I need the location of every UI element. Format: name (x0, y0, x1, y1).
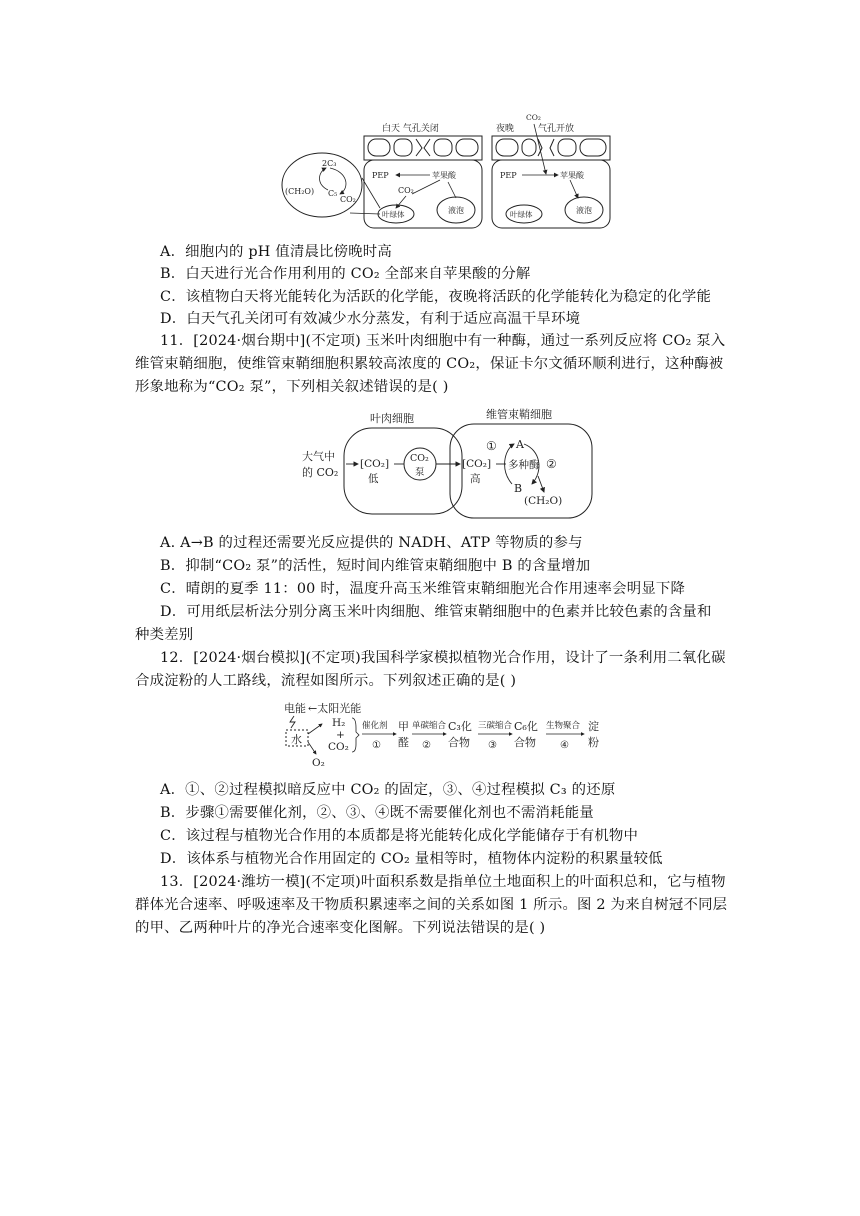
calvin-co2: CO₂ (340, 195, 356, 204)
q11-stem-2: 维管束鞘细胞，使维管束鞘细胞积累较高浓度的 CO₂，保证卡尔文循环顺利进行，这种酶被 (135, 356, 724, 372)
c3-condense-label: 三碳缩合 (478, 721, 513, 731)
night-stoma-label: 气孔开放 (538, 124, 575, 134)
carbohydrate: (CH₂O) (524, 495, 563, 507)
step-2: ② (546, 457, 557, 471)
q12-option-a: A．①、②过程模拟暗反应中 CO₂ 的固定，③、④过程模拟 C₃ 的还原 (160, 782, 616, 798)
step3: ③ (488, 740, 497, 751)
catalyst-label: 催化剂 (362, 721, 388, 731)
q12-stem-2: 合成淀粉的人工路线，流程如图所示。下列叙述正确的是( ) (135, 673, 517, 689)
day-vacuole: 液泡 (448, 206, 464, 215)
night-chloroplast: 叶绿体 (510, 210, 533, 219)
q10-option-c: C．该植物白天将光能转化为活跃的化学能，夜晚将活跃的化学能转化为稳定的化学能 (160, 289, 712, 305)
compound-b: B (514, 482, 523, 495)
q12-option-d: D．该体系与植物光合作用固定的 CO₂ 量相等时，植物体内淀粉的积累量较低 (160, 851, 663, 867)
oxygen: O₂ (312, 757, 325, 769)
bundle-high: 高 (470, 473, 481, 485)
night-co2-top: CO₂ (526, 113, 541, 122)
c6-compound-2: 合物 (514, 736, 536, 749)
q13-stem-2: 群体光合速率、呼吸速率及干物质积累速率之间的关系如图 1 所示。图 2 为来自树冠不同层 (135, 897, 728, 913)
q11-option-d-cont: 种类差别 (135, 627, 194, 643)
q13-stem-3: 的甲、乙两种叶片的净光合速率变化图解。下列说法错误的是( ) (135, 920, 546, 936)
step1: ① (372, 740, 381, 751)
starch-route-figure (282, 698, 612, 770)
step-1: ① (486, 439, 497, 453)
bundle-co2-level: [CO₂] (462, 458, 492, 470)
day-pep: PEP (372, 171, 389, 180)
q12-stem-1: 12．[2024·烟台模拟](不定项)我国科学家模拟植物光合作用，设计了一条利用二氧化碳 (160, 650, 726, 666)
step2: ② (422, 740, 431, 751)
night-malic: 苹果酸 (560, 171, 584, 180)
day-malic: 苹果酸 (432, 171, 456, 180)
q12-option-b: B．步骤①需要催化剂，②、③、④既不需要催化剂也不需消耗能量 (160, 805, 594, 821)
formaldehyde-2: 醛 (398, 736, 409, 749)
night-label: 夜晚 (496, 124, 515, 134)
q11-option-d: D．可用纸层析法分别分离玉米叶肉细胞、维管束鞘细胞中的色素并比较色素的含量和 (160, 604, 712, 620)
q10-option-d: D．白天气孔关闭可有效减少水分蒸发，有利于适应高温干旱环境 (160, 311, 581, 327)
hydrogen: H₂ (332, 717, 346, 729)
day-label: 白天 气孔关闭 (382, 124, 439, 134)
cam-figure (280, 110, 620, 232)
enzymes-label: 多种酶 (508, 459, 540, 471)
mesophyll-co2-level: [CO₂] (360, 458, 390, 470)
starch-2: 粉 (588, 736, 599, 749)
compound-a: A (516, 438, 524, 451)
q11-option-a: A. A→B 的过程还需要光反应提供的 NADH、ATP 等物质的参与 (160, 535, 583, 551)
air-co2-line1: 大气中 (302, 450, 335, 463)
day-chloroplast: 叶绿体 (382, 210, 405, 219)
mesophyll-label: 叶肉细胞 (370, 412, 414, 425)
mesophyll-low: 低 (368, 473, 379, 485)
calvin-c5: C₅ (328, 189, 338, 198)
day-co2: CO₂ (398, 186, 414, 195)
bundle-label: 维管束鞘细胞 (486, 408, 552, 421)
air-co2-line2: 的 CO₂ (302, 466, 339, 479)
calvin-ch2o: (CH₂O) (285, 187, 315, 196)
calvin-2c3: 2C₃ (322, 159, 337, 168)
carbon-dioxide: CO₂ (328, 741, 349, 753)
c3-compound-2: 合物 (448, 736, 470, 749)
c1-condense-label: 单碳缩合 (412, 721, 447, 731)
q10-option-a: A．细胞内的 pH 值清晨比傍晚时高 (160, 244, 392, 260)
bio-polymer-label: 生物聚合 (546, 721, 581, 731)
q12-option-c: C．该过程与植物光合作用的本质都是将光能转化成化学能储存于有机物中 (160, 828, 639, 844)
pump-co2: CO₂ (410, 453, 429, 464)
water: 水 (291, 733, 302, 746)
q11-stem-3: 形象地称为“CO₂ 泵”，下列相关叙述错误的是( ) (135, 379, 449, 395)
c3-compound-1: C₃化 (448, 720, 472, 733)
pump-label: 泵 (415, 467, 425, 478)
q11-stem-1: 11．[2024·烟台期中](不定项) 玉米叶肉细胞中有一种酶，通过一系列反应将 CO₂ 泵入 (160, 333, 726, 349)
starch-1: 淀 (588, 720, 599, 733)
night-vacuole: 液泡 (576, 206, 592, 215)
solar-energy: ←太阳光能 (308, 702, 362, 715)
c6-compound-1: C₆化 (514, 720, 538, 733)
q11-option-c: C．晴朗的夏季 11：00 时，温度升高玉米维管束鞘细胞光合作用速率会明显下降 (160, 581, 686, 597)
q10-option-b: B．白天进行光合作用利用的 CO₂ 全部来自苹果酸的分解 (160, 266, 531, 282)
electric-energy: 电能 (284, 702, 306, 715)
q11-option-b: B．抑制“CO₂ 泵”的活性，短时间内维管束鞘细胞中 B 的含量增加 (160, 558, 591, 574)
q13-stem-1: 13．[2024·潍坊一模](不定项)叶面积系数是指单位土地面积上的叶面积总和，它与植物 (160, 874, 726, 890)
formaldehyde-1: 甲 (398, 720, 409, 733)
step4: ④ (560, 740, 569, 751)
co2-pump-figure (300, 404, 600, 522)
plus: + (336, 729, 345, 741)
night-pep: PEP (500, 171, 517, 180)
